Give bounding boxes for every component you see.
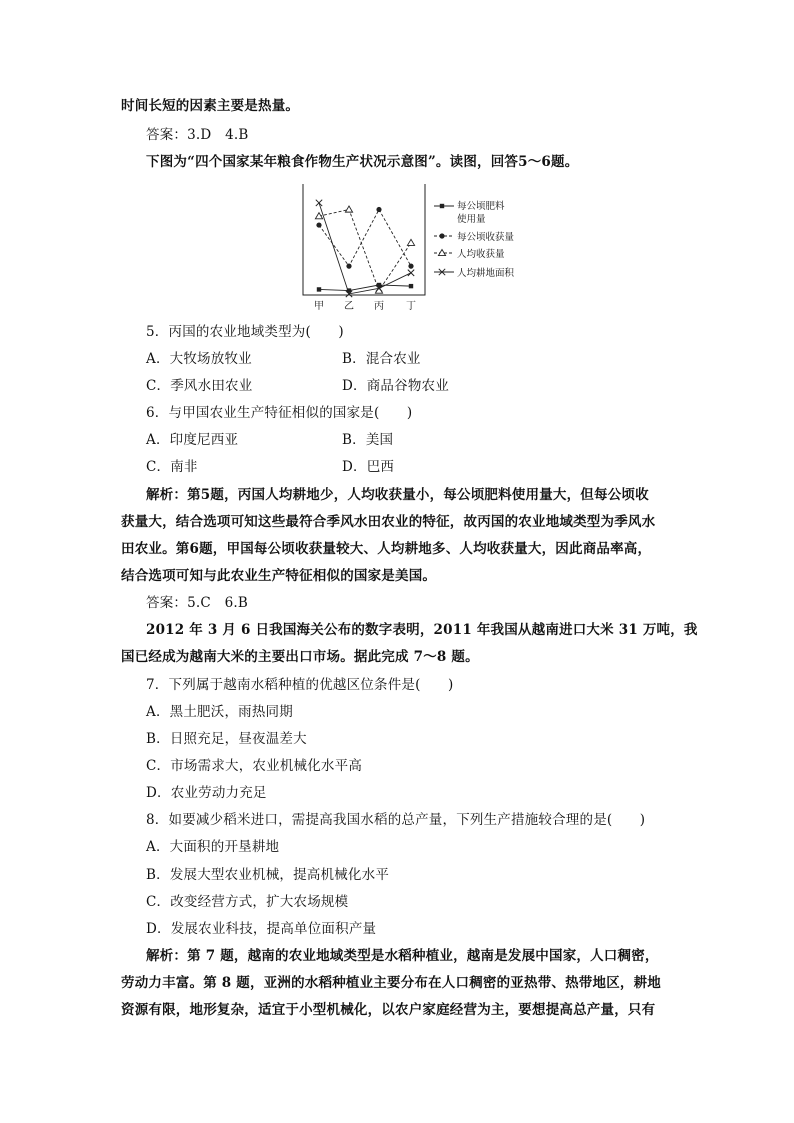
data-point (408, 264, 413, 269)
option-7a: A．黑土肥沃，雨热同期 (146, 704, 293, 720)
legend-label: 使用量 (457, 214, 486, 225)
x-tick-label: 丙 (374, 301, 384, 312)
grain-production-chart (296, 180, 536, 316)
legend-label: 每公顷肥料 (457, 201, 505, 212)
data-point (407, 239, 414, 245)
legend-label: 人均耕地面积 (457, 268, 515, 279)
question-6: 6．与甲国农业生产特征相似的国家是( ) (146, 405, 413, 421)
answer-5-6: 答案：5.C 6.B (146, 595, 249, 611)
x-tick-label: 甲 (314, 301, 324, 312)
option-6b: B．美国 (342, 432, 394, 448)
option-8c: C．改变经营方式，扩大农场规模 (146, 894, 349, 910)
legend-label: 人均收获量 (457, 249, 505, 260)
answer-3-4: 答案：3.D 4.B (146, 127, 249, 143)
option-5c: C．季风水田农业 (146, 378, 253, 394)
option-7d: D．农业劳动力充足 (146, 785, 267, 801)
explanation-7-8: 劳动力丰富。第 8 题，亚洲的水稻种植业主要分布在人口稠密的亚热带、热带地区，耕地 (121, 975, 661, 991)
option-5a: A．大牧场放牧业 (146, 351, 252, 367)
legend-marker (439, 233, 444, 238)
explanation-7-8: 解析：第 7 题，越南的农业地域类型是水稻种植业，越南是发展中国家，人口稠密， (146, 948, 659, 964)
option-5d: D．商品谷物农业 (342, 378, 449, 394)
series-line (319, 285, 411, 291)
data-point (317, 287, 321, 291)
data-point (346, 264, 351, 269)
option-7b: B．日照充足，昼夜温差大 (146, 731, 307, 747)
explanation-5-6: 结合选项可知与此农业生产特征相似的国家是美国。 (121, 568, 437, 584)
x-tick-label: 乙 (344, 301, 354, 312)
option-8d: D．发展农业科技，提高单位面积产量 (146, 921, 377, 937)
series-line (319, 210, 411, 291)
series-line (319, 210, 411, 267)
data-point (408, 270, 414, 276)
option-6c: C．南非 (146, 459, 198, 475)
option-6a: A．印度尼西亚 (146, 432, 239, 448)
intro-7-8: 2012 年 3 月 6 日我国海关公布的数字表明，2011 年我国从越南进口大米 31 万吨，我 (146, 622, 698, 638)
explanation-5-6: 田农业。第6题，甲国每公顷收获量较大、人均耕地多、人均收获量大，因此商品率高， (121, 541, 652, 557)
option-5b: B．混合农业 (342, 351, 421, 367)
data-point (345, 206, 352, 212)
explanation-5-6: 解析：第5题，丙国人均耕地少，人均收获量小，每公顷肥料使用量大，但每公顷收 (146, 487, 649, 503)
x-tick-label: 丁 (406, 301, 416, 312)
question-5: 5．丙国的农业地域类型为( ) (146, 324, 344, 340)
question-7: 7．下列属于越南水稻种植的优越区位条件是( ) (146, 677, 454, 693)
data-point (409, 284, 413, 288)
option-7c: C．市场需求大，农业机械化水平高 (146, 758, 363, 774)
legend-label: 每公顷收获量 (457, 232, 515, 243)
intro-7-8: 国已经成为越南大米的主要出口市场。据此完成 7～8 题。 (121, 649, 479, 665)
question-8: 8．如要减少稻米进口，需提高我国水稻的总产量，下列生产措施较合理的是( ) (146, 812, 646, 828)
legend-marker (440, 204, 444, 208)
data-point (376, 207, 381, 212)
option-8a: A．大面积的开垦耕地 (146, 839, 280, 855)
option-6d: D．巴西 (342, 459, 395, 475)
explanation-7-8: 资源有限，地形复杂，适宜于小型机械化，以农户家庭经营为主，要想提高总产量，只有 (121, 1002, 656, 1018)
text-line: 时间长短的因素主要是热量。 (121, 98, 300, 114)
intro-5-6: 下图为“四个国家某年粮食作物生产状况示意图”。读图，回答5～6题。 (146, 154, 579, 170)
option-8b: B．发展大型农业机械，提高机械化水平 (146, 867, 390, 883)
series-line (319, 203, 411, 294)
explanation-5-6: 获量大，结合选项可知这些最符合季风水田农业的特征，故丙国的农业地域类型为季风水 (121, 514, 656, 530)
data-point (316, 222, 321, 227)
data-point (316, 200, 322, 206)
